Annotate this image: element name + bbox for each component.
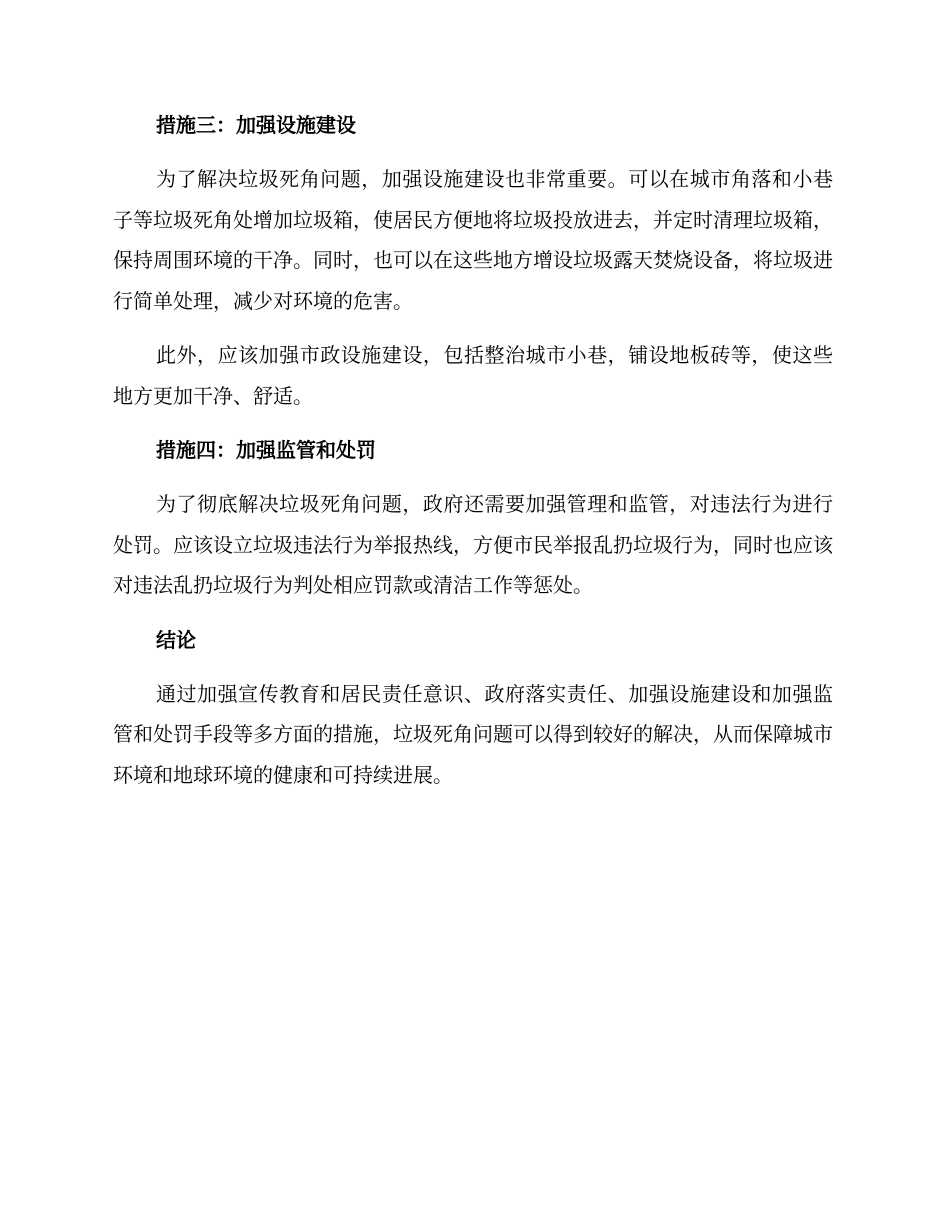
paragraph: 通过加强宣传教育和居民责任意识、政府落实责任、加强设施建设和加强监管和处罚手段等多方面的措施，垃圾死角问题可以得到较好的解决，从而保障城市环境和地球环境的健康和可持续进展。 — [113, 681, 833, 787]
section-heading-measure-3: 措施三：加强设施建设 — [156, 113, 356, 137]
paragraph: 此外，应该加强市政设施建设，包括整治城市小巷，铺设地板砖等，使这些地方更加干净、舒适。 — [113, 343, 833, 408]
section-heading-conclusion: 结论 — [156, 627, 196, 652]
paragraph: 为了彻底解决垃圾死角问题，政府还需要加强管理和监管，对违法行为进行处罚。应该设立垃圾违法行为举报热线，方便市民举报乱扔垃圾行为，同时也应该对违法乱扔垃圾行为判处相应罚款或清洁工作等惩处。 — [113, 492, 833, 597]
document-page — [113, 105, 833, 795]
section-heading-measure-4: 措施四：加强监管和处罚 — [156, 438, 376, 462]
paragraph: 为了解决垃圾死角问题，加强设施建设也非常重要。可以在城市角落和小巷子等垃圾死角处增加垃圾箱，使居民方便地将垃圾投放进去，并定时清理垃圾箱，保持周围环境的干净。同时，也可以在这些地方增设垃圾露天焚烧设备，将垃圾进行简单处理，减少对环境的危害。 — [113, 167, 833, 313]
